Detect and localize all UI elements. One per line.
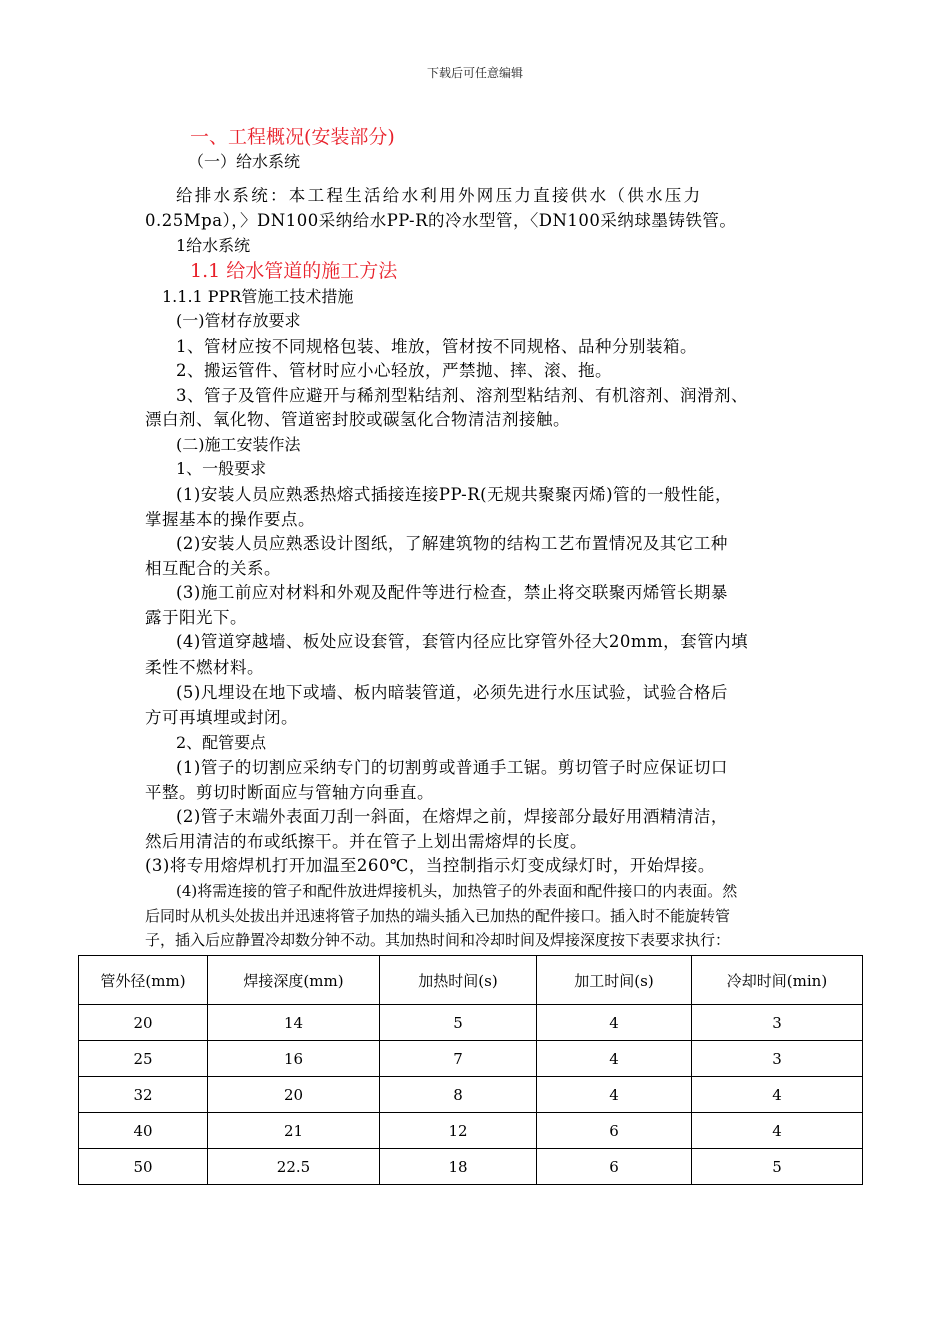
table-header-row [79, 956, 863, 1005]
table-row [79, 1113, 863, 1149]
requirement-4-line-2: 柔性不燃材料。 [145, 658, 264, 677]
requirement-5-line-1: (5)凡埋设在地下或墙、板内暗装管道，必须先进行水压试验，试验合格后 [176, 683, 728, 702]
cutting-point-line-1: (1)管子的切割应采纳专门的切割剪或普通手工锯。剪切管子时应保证切口 [176, 758, 728, 777]
requirement-1-line-2: 掌握基本的操作要点。 [145, 510, 315, 529]
cell-heating-time: 8 [380, 1077, 537, 1113]
header-weld-depth: 焊接深度(mm) [208, 956, 380, 1005]
header-outer-diameter: 管外径(mm) [79, 956, 208, 1005]
cell-cooling-time: 5 [692, 1149, 863, 1185]
cell-weld-depth: 21 [208, 1113, 380, 1149]
cell-processing-time: 4 [537, 1005, 692, 1041]
cleaning-point-line-1: (2)管子末端外表面刀刮一斜面，在熔焊之前，焊接部分最好用酒精清洁， [176, 807, 728, 826]
requirement-2-line-1: (2)安装人员应熟悉设计图纸，了解建筑物的结构工艺布置情况及其它工种 [176, 534, 728, 553]
section-1-1-1-title: 1.1.1 PPR管施工技术措施 [162, 287, 354, 306]
cleaning-point-line-2: 然后用清洁的布或纸擦干。并在管子上划出需熔焊的长度。 [145, 832, 587, 851]
subheading-water-supply: （一）给水系统 [188, 152, 301, 171]
storage-item-1: 1、管材应按不同规格包装、堆放，管材按不同规格、品种分别装箱。 [176, 337, 697, 356]
cell-cooling-time: 3 [692, 1005, 863, 1041]
joining-point-line-1: (4)将需连接的管子和配件放进焊接机头，加热管子的外表面和配件接口的内表面。然 [176, 882, 738, 900]
part-1-title: (一)管材存放要求 [176, 311, 301, 330]
section-1-title: 1给水系统 [176, 236, 251, 255]
header-processing-time: 加工时间(s) [537, 956, 692, 1005]
cell-processing-time: 6 [537, 1149, 692, 1185]
cell-cooling-time: 4 [692, 1077, 863, 1113]
joining-point-line-3: 子，插入后应静置冷却数分钟不动。其加热时间和冷却时间及焊接深度按下表要求执行： [145, 931, 731, 949]
table-row [79, 1077, 863, 1113]
intro-line-2: 0.25Mpa），〉DN100采纳给水PP-R的冷水型管，〈DN100采纳球墨铸铁管。 [145, 211, 737, 230]
storage-item-2: 2、搬运管件、管材时应小心轻放，严禁抛、摔、滚、拖。 [176, 361, 612, 380]
cell-heating-time: 18 [380, 1149, 537, 1185]
cell-weld-depth: 20 [208, 1077, 380, 1113]
cell-processing-time: 4 [537, 1041, 692, 1077]
requirement-3-line-2: 露于阳光下。 [145, 608, 247, 627]
cell-cooling-time: 3 [692, 1041, 863, 1077]
requirement-4-line-1: (4)管道穿越墙、板处应设套管，套管内径应比穿管外径大20mm，套管内填 [176, 632, 749, 651]
cell-weld-depth: 16 [208, 1041, 380, 1077]
heating-point: (3)将专用熔焊机打开加温至260℃，当控制指示灯变成绿灯时，开始焊接。 [145, 856, 715, 875]
header-cooling-time: 冷却时间(min) [692, 956, 863, 1005]
cell-cooling-time: 4 [692, 1113, 863, 1149]
intro-line-1: 给排水系统：本工程生活给水利用外网压力直接供水（供水压力 [176, 186, 703, 205]
joining-point-line-2: 后同时从机头处拔出并迅速将管子加热的端头插入已加热的配件接口。插入时不能旋转管 [145, 907, 731, 925]
requirement-5-line-2: 方可再填埋或封闭。 [145, 708, 298, 727]
cell-processing-time: 6 [537, 1113, 692, 1149]
part-2-title: (二)施工安装作法 [176, 435, 301, 454]
cell-weld-depth: 14 [208, 1005, 380, 1041]
cutting-point-line-2: 平整。剪切时断面应与管轴方向垂直。 [145, 783, 434, 802]
cell-outer-diameter: 50 [79, 1149, 208, 1185]
cell-outer-diameter: 32 [79, 1077, 208, 1113]
requirement-2-line-2: 相互配合的关系。 [145, 559, 281, 578]
cell-processing-time: 4 [537, 1077, 692, 1113]
requirement-3-line-1: (3)施工前应对材料和外观及配件等进行检查，禁止将交联聚丙烯管长期暴 [176, 583, 728, 602]
cell-outer-diameter: 20 [79, 1005, 208, 1041]
table-row [79, 1149, 863, 1185]
welding-parameters-table [78, 955, 863, 1185]
requirement-1-line-1: (1)安装人员应熟悉热熔式插接连接PP-R(无规共聚聚丙烯)管的一般性能， [176, 485, 733, 504]
cell-heating-time: 7 [380, 1041, 537, 1077]
section-heading-overview: 一、工程概况(安装部分) [190, 126, 395, 148]
header-heating-time: 加热时间(s) [380, 956, 537, 1005]
cell-weld-depth: 22.5 [208, 1149, 380, 1185]
pipe-points-title: 2、配管要点 [176, 733, 267, 752]
page-header-note: 下载后可任意编辑 [426, 66, 523, 80]
cell-outer-diameter: 25 [79, 1041, 208, 1077]
table-row [79, 1041, 863, 1077]
section-1-1-title: 1.1 给水管道的施工方法 [190, 260, 398, 282]
general-requirements-title: 1、一般要求 [176, 459, 267, 478]
cell-heating-time: 5 [380, 1005, 537, 1041]
storage-item-3-line-1: 3、管子及管件应避开与稀剂型粘结剂、溶剂型粘结剂、有机溶剂、润滑剂、 [176, 386, 748, 405]
cell-heating-time: 12 [380, 1113, 537, 1149]
storage-item-3-line-2: 漂白剂、氧化物、管道密封胶或碳氢化合物清洁剂接触。 [145, 410, 570, 429]
table-row [79, 1005, 863, 1041]
cell-outer-diameter: 40 [79, 1113, 208, 1149]
